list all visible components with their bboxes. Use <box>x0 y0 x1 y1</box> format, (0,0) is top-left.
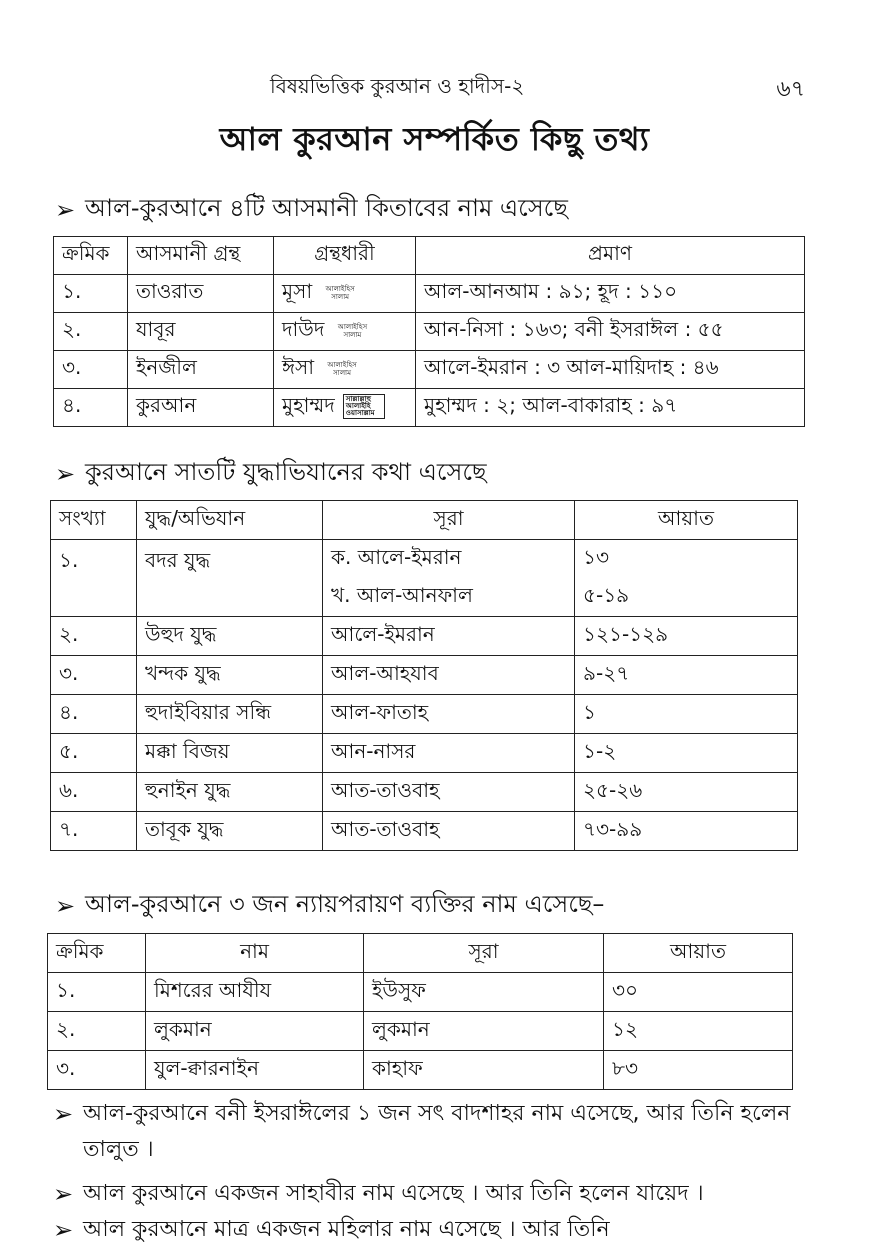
row-number: ৪. <box>51 695 137 734</box>
sura-name: খ. আল-আনফাল <box>323 578 575 617</box>
battles-table <box>50 500 798 851</box>
bullet-arrow-icon: ➢ <box>55 460 76 488</box>
row-number: ১. <box>48 973 146 1012</box>
page-number: ৬৭ <box>776 77 805 102</box>
table-row <box>48 1012 793 1051</box>
ayah-range: ১ <box>575 695 798 734</box>
sura-name: আন-নাসর <box>323 734 575 773</box>
row-number: ২. <box>48 1012 146 1051</box>
bearer-cell <box>274 351 416 389</box>
heavenly-books-table <box>53 236 805 427</box>
bearer-cell <box>274 313 416 351</box>
ayah-number: ১২ <box>604 1012 793 1051</box>
bearer-name: দাউদ <box>282 317 325 341</box>
table-row <box>51 695 798 734</box>
sura-name: আলে-ইমরান <box>323 617 575 656</box>
section-heading-righteous <box>55 886 604 926</box>
note-text: আল কুরআনে মাত্র একজন মহিলার নাম এসেছে । আর তিনি <box>83 1217 610 1242</box>
battle-name: হুদাইবিয়ার সন্ধি <box>137 695 323 734</box>
ayah-range: ১৩ <box>575 540 798 579</box>
sura-name: আত-তাওবাহ <box>323 773 575 812</box>
book-name: কুরআন <box>128 389 274 427</box>
section-heading-text: আল-কুরআনে ৩ জন ন্যায়পরায়ণ ব্যক্তির নাম এসেছে– <box>85 890 605 918</box>
section-heading-text: কুরআনে সাতটি যুদ্ধাভিযানের কথা এসেছে <box>85 458 487 486</box>
table-row <box>54 275 805 313</box>
salutation-seal: সাল্লাল্লাহু আলাইহি ওয়াসাল্লাম <box>343 394 385 419</box>
note-woman <box>53 1212 813 1248</box>
column-header: সংখ্যা <box>51 501 137 540</box>
table-row <box>48 973 793 1012</box>
bearer-name: মূসা <box>282 279 313 303</box>
book-name: ইনজীল <box>128 351 274 389</box>
table-header-row <box>48 934 793 973</box>
ayah-range: ১২১-১২৯ <box>575 617 798 656</box>
person-name: লুকমান <box>146 1012 364 1051</box>
bearer-cell <box>274 389 416 427</box>
table-row <box>51 734 798 773</box>
sura-name: ক. আলে-ইমরান <box>323 540 575 579</box>
row-number: ২. <box>51 617 137 656</box>
book-name: তাওরাত <box>128 275 274 313</box>
row-number: ৭. <box>51 812 137 851</box>
note-companion <box>53 1176 813 1212</box>
reference: আন-নিসা : ১৬৩; বনী ইসরাঈল : ৫৫ <box>416 313 805 351</box>
table-row <box>51 617 798 656</box>
note-king <box>53 1096 813 1168</box>
honorific-mark: আলাইহিস সালাম <box>325 284 355 301</box>
reference: মুহাম্মদ : ২; আল-বাকারাহ : ৯৭ <box>416 389 805 427</box>
row-number: ৩. <box>51 656 137 695</box>
page-title: আল কুরআন সম্পর্কিত কিছু তথ্য <box>219 120 650 158</box>
bearer-cell <box>274 275 416 313</box>
column-header: যুদ্ধ/অভিযান <box>137 501 323 540</box>
honorific-mark: আলাইহিস সালাম <box>337 322 368 339</box>
row-number: ৪. <box>54 389 128 427</box>
column-header: প্রমাণ <box>416 237 805 275</box>
ayah-number: ৩০ <box>604 973 793 1012</box>
column-header: সূরা <box>364 934 604 973</box>
bullet-arrow-icon: ➢ <box>53 1216 74 1244</box>
battle-name: উহুদ যুদ্ধ <box>137 617 323 656</box>
ayah-number: ৮৩ <box>604 1051 793 1090</box>
bearer-name: ঈসা <box>282 355 315 379</box>
row-number: ২. <box>54 313 128 351</box>
sura-name: আল-ফাতাহ <box>323 695 575 734</box>
row-number: ১. <box>54 275 128 313</box>
sura-name: আল-আহযাব <box>323 656 575 695</box>
table-row <box>51 656 798 695</box>
table-row <box>54 313 805 351</box>
column-header: সূরা <box>323 501 575 540</box>
reference: আল-আনআম : ৯১; হূদ : ১১০ <box>416 275 805 313</box>
battle-name: হুনাইন যুদ্ধ <box>137 773 323 812</box>
battle-name: মক্কা বিজয় <box>137 734 323 773</box>
table-row <box>54 351 805 389</box>
row-number: ৩. <box>54 351 128 389</box>
column-header: আয়াত <box>604 934 793 973</box>
ayah-range: ৯-২৭ <box>575 656 798 695</box>
row-number: ৩. <box>48 1051 146 1090</box>
bullet-arrow-icon: ➢ <box>55 196 76 224</box>
section-heading-text: আল-কুরআনে ৪টি আসমানী কিতাবের নাম এসেছে <box>85 194 568 222</box>
table-row <box>51 812 798 851</box>
sura-name: আত-তাওবাহ <box>323 812 575 851</box>
table-header-row <box>51 501 798 540</box>
note-text: আল কুরআনে একজন সাহাবীর নাম এসেছে । আর তিনি হলেন যায়েদ । <box>83 1181 704 1206</box>
honorific-mark: আলাইহিস সালাম <box>327 360 357 377</box>
sura-name: কাহাফ <box>364 1051 604 1090</box>
column-header: গ্রন্থধারী <box>274 237 416 275</box>
running-title: বিষয়ভিত্তিক কুরআন ও হাদীস-২ <box>270 74 525 98</box>
table-row <box>51 540 798 579</box>
row-number: ১. <box>51 540 137 617</box>
table-row <box>48 1051 793 1090</box>
book-name: যাবূর <box>128 313 274 351</box>
column-header: ক্রমিক <box>54 237 128 275</box>
person-name: মিশরের আযীয <box>146 973 364 1012</box>
section-heading-battles <box>55 454 487 494</box>
sura-name: লুকমান <box>364 1012 604 1051</box>
column-header: আয়াত <box>575 501 798 540</box>
battle-name: বদর যুদ্ধ <box>137 540 323 617</box>
column-header: ক্রমিক <box>48 934 146 973</box>
table-header-row <box>54 237 805 275</box>
battle-name: তাবূক যুদ্ধ <box>137 812 323 851</box>
reference: আলে-ইমরান : ৩ আল-মায়িদাহ : ৪৬ <box>416 351 805 389</box>
ayah-range: ৫-১৯ <box>575 578 798 617</box>
righteous-persons-table <box>47 933 793 1090</box>
bullet-arrow-icon: ➢ <box>53 1180 74 1208</box>
section-heading-books <box>55 190 568 230</box>
person-name: যুল-ক্বারনাইন <box>146 1051 364 1090</box>
row-number: ৬. <box>51 773 137 812</box>
ayah-range: ১-২ <box>575 734 798 773</box>
bullet-arrow-icon: ➢ <box>55 892 76 920</box>
column-header: নাম <box>146 934 364 973</box>
sura-name: ইউসুফ <box>364 973 604 1012</box>
bullet-arrow-icon: ➢ <box>53 1100 74 1128</box>
battle-name: খন্দক যুদ্ধ <box>137 656 323 695</box>
row-number: ৫. <box>51 734 137 773</box>
column-header: আসমানী গ্রন্থ <box>128 237 274 275</box>
note-text: আল-কুরআনে বনী ইসরাঈলের ১ জন সৎ বাদশাহর নাম এসেছে, আর তিনি হলেন তালুত । <box>83 1101 791 1162</box>
ayah-range: ৭৩-৯৯ <box>575 812 798 851</box>
table-row <box>51 773 798 812</box>
bearer-name: মুহাম্মদ <box>282 393 335 417</box>
ayah-range: ২৫-২৬ <box>575 773 798 812</box>
table-row <box>54 389 805 427</box>
